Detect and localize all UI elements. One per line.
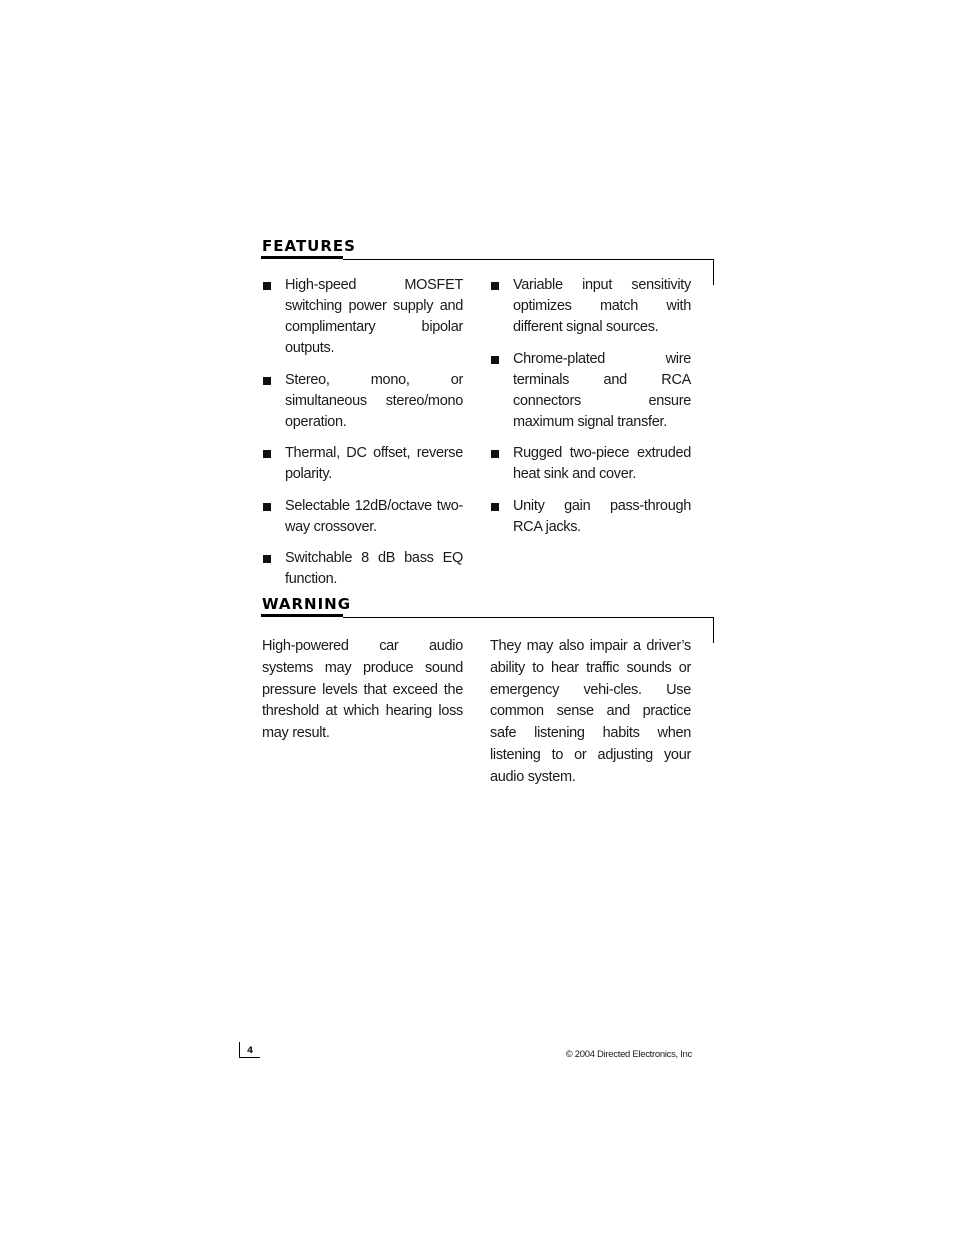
list-item <box>490 349 691 433</box>
copyright-text: © 2004 Directed Electronics, Inc <box>565 1049 692 1060</box>
page-number: 4 <box>247 1046 254 1056</box>
feature-text: High-speed MOSFET switching power supply and complimentary bipolar outputs. <box>285 277 463 356</box>
list-item <box>490 275 691 338</box>
features-right-list <box>490 275 691 538</box>
square-bullet-icon <box>491 282 499 290</box>
feature-text: Rugged two-piece extruded heat sink and cover. <box>513 445 691 482</box>
features-title-underline <box>261 256 343 259</box>
features-title: FEATURES <box>262 237 356 255</box>
feature-text: Unity gain pass-through RCA jacks. <box>513 497 691 535</box>
warning-title: WARNING <box>262 595 352 613</box>
square-bullet-icon <box>263 377 271 385</box>
list-item <box>262 443 463 485</box>
square-bullet-icon <box>263 282 271 290</box>
features-right-column <box>490 275 691 548</box>
feature-text: Chrome-plated wire terminals and RCA connectors ensure maximum signal transfer. <box>513 350 691 430</box>
footer-page-bracket-horizontal <box>239 1057 260 1058</box>
list-item <box>262 548 463 590</box>
warning-rule <box>343 617 714 618</box>
features-rule <box>343 259 714 260</box>
warning-right-column <box>490 636 691 789</box>
square-bullet-icon <box>491 503 499 511</box>
list-item <box>490 443 691 485</box>
square-bullet-icon <box>263 503 271 511</box>
list-item <box>262 370 463 433</box>
square-bullet-icon <box>491 356 499 364</box>
feature-text: Variable input sensitivity optimizes match with different signal sources. <box>513 277 691 335</box>
list-item <box>490 496 691 538</box>
list-item <box>262 275 463 359</box>
warning-left-column <box>262 636 463 745</box>
warning-rule-end <box>713 617 714 643</box>
warning-text-left: High-powered car audio systems may produce sound pressure levels that exceed the threshold at which hearing loss may result. <box>262 638 463 742</box>
features-rule-end <box>713 259 714 285</box>
footer-page-bracket-vertical <box>239 1042 240 1058</box>
feature-text: Selectable 12dB/octave two-way crossover. <box>285 497 463 535</box>
warning-title-underline <box>261 614 343 617</box>
square-bullet-icon <box>491 450 499 458</box>
features-left-list <box>262 275 463 590</box>
features-left-column <box>262 275 463 601</box>
list-item <box>262 496 463 538</box>
feature-text: Thermal, DC offset, reverse polarity. <box>285 445 463 482</box>
warning-text-right: They may also impair a driver’s ability to hear traffic sounds or emergency vehi-cles. Use common sense and practice safe listening habits when listening to or adjusting your audio system. <box>490 638 691 785</box>
square-bullet-icon <box>263 555 271 563</box>
feature-text: Switchable 8 dB bass EQ function. <box>285 550 463 587</box>
square-bullet-icon <box>263 450 271 458</box>
feature-text: Stereo, mono, or simultaneous stereo/mono operation. <box>285 371 463 430</box>
